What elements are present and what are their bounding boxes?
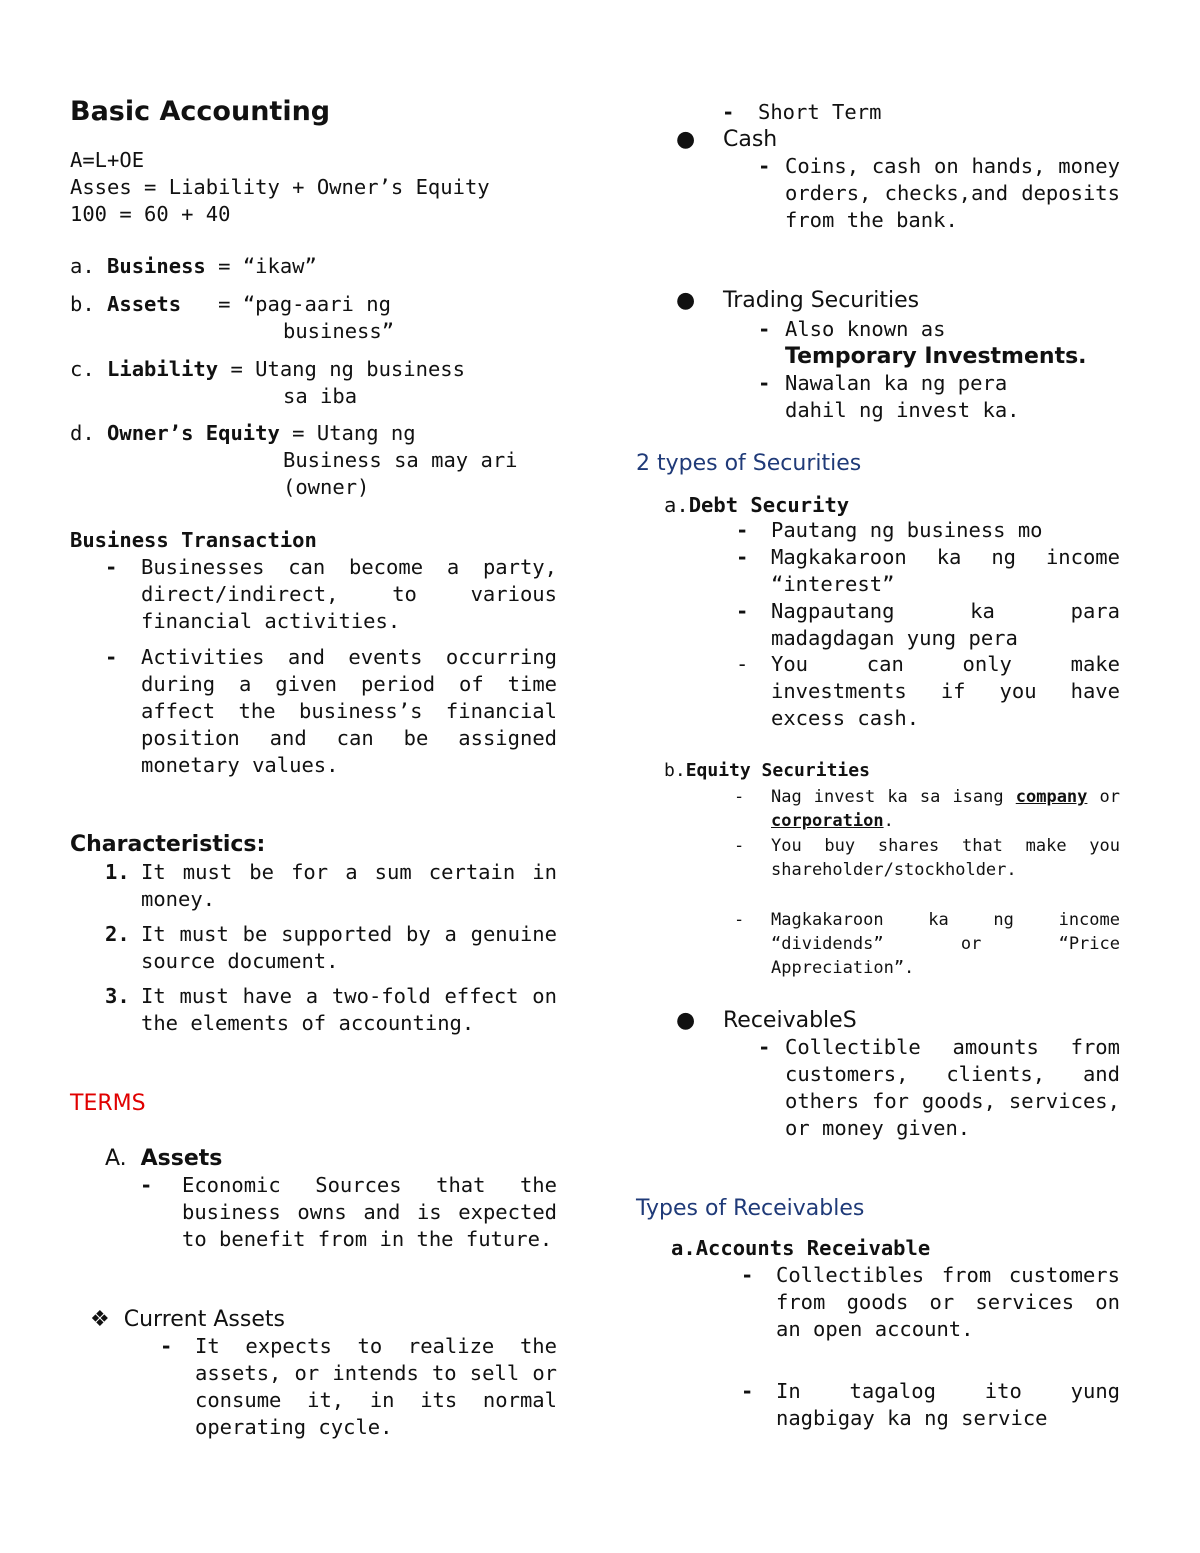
definition-separator: =: [181, 292, 243, 316]
characteristics-heading: Characteristics:: [70, 832, 266, 857]
definition-letter: a.: [70, 254, 95, 278]
list-item: [636, 908, 1120, 980]
section-title: Trading Securities: [723, 288, 920, 313]
list-item-text-plain: .: [883, 811, 894, 831]
item-number: 1.: [105, 860, 130, 884]
list-item: [636, 99, 1120, 126]
section-letter: a.: [664, 493, 689, 517]
dash-bullet: -: [758, 154, 771, 178]
current-assets-heading: [90, 1306, 557, 1333]
section-title: Debt Security: [688, 493, 850, 517]
list-item: [636, 598, 1120, 652]
definition-text: sa iba: [283, 384, 358, 408]
list-item-text: Coins, cash on hands, money orders, checks,and deposits from the bank.: [785, 154, 1120, 232]
definition-text: “ikaw”: [242, 254, 317, 278]
bullet-dot-icon: ●: [676, 1008, 696, 1033]
section-title: Current Assets: [123, 1307, 285, 1332]
formula-line: Asses = Liability + Owner’s Equity: [70, 175, 490, 199]
list-item-text: Nawalan ka ng pera dahil ng invest ka.: [785, 371, 1020, 422]
list-item-text: Collectible amounts from customers, clients, and others for goods, services, or money given.: [785, 1035, 1120, 1140]
definition-assets: [70, 291, 557, 318]
numbered-item-text: It must have a two-fold effect on the elements of accounting.: [141, 984, 557, 1035]
item-number: 2.: [105, 922, 130, 946]
diamond-bullet-icon: ❖: [90, 1307, 110, 1332]
definition-term: Owner’s Equity: [107, 421, 280, 445]
section-letter: b.: [664, 760, 686, 781]
dash-bullet: -: [741, 1263, 754, 1287]
underlined-term: corporation: [771, 811, 884, 831]
dash-bullet: -: [758, 317, 771, 341]
list-item-text: [771, 785, 1120, 833]
accounts-receivable-heading: [671, 1235, 1120, 1262]
definition-text: Utang ng: [316, 421, 416, 445]
list-item-text: Short Term: [758, 100, 882, 124]
definition-text: (owner): [283, 475, 370, 499]
list-item: [636, 316, 1120, 370]
dash-bullet: -: [105, 555, 118, 579]
dash-bullet: -: [736, 652, 749, 676]
list-item-text: You can only make investments if you have excess cash.: [771, 652, 1120, 730]
section-letter: a.: [671, 1236, 696, 1260]
list-item-text: It expects to realize the assets, or intends to sell or consume it, in its normal operating cycle.: [195, 1334, 557, 1439]
list-item-text: Businesses can become a party, direct/indirect, to various financial activities.: [141, 555, 557, 633]
list-item-text: Activities and events occurring during a given period of time affect the business’s financial position and can be assigned monetary values.: [141, 645, 557, 777]
numbered-item: [70, 921, 557, 975]
dash-bullet: -: [140, 1173, 153, 1197]
dash-bullet: -: [736, 545, 749, 569]
list-item-text: Collectibles from customers from goods or services on an open account.: [776, 1263, 1120, 1341]
list-item: [636, 370, 1120, 424]
list-item: [636, 785, 1120, 833]
dash-bullet: -: [741, 1379, 754, 1403]
definition-separator: =: [205, 254, 243, 278]
definition-text: “pag-aari ng: [242, 292, 391, 316]
definition-letter: c.: [70, 357, 95, 381]
section-title: Accounts Receivable: [695, 1236, 931, 1260]
formula-line: A=L+OE: [70, 148, 145, 172]
section-letter: A.: [105, 1146, 127, 1171]
list-item-text: You buy shares that make you shareholder/stockholder.: [771, 836, 1120, 880]
definition-separator: =: [279, 421, 317, 445]
definition-term: Liability: [107, 357, 219, 381]
formula-line: 100 = 60 + 40: [70, 202, 231, 226]
section-title: Equity Securities: [685, 760, 870, 781]
list-item-text: [785, 316, 1120, 370]
section-title: Cash: [723, 127, 778, 152]
list-item-text-plain: or: [1099, 787, 1120, 807]
dash-bullet: -: [758, 371, 771, 395]
debt-security-heading: [664, 492, 1120, 519]
list-item-text-plain: Also known as: [785, 317, 946, 341]
cash-heading: [636, 126, 1120, 153]
numbered-item: [70, 983, 557, 1037]
numbered-item-text: It must be for a sum certain in money.: [141, 860, 557, 911]
numbered-item-text: It must be supported by a genuine source document.: [141, 922, 557, 973]
definition-text: business”: [283, 319, 395, 343]
definition-text: Business sa may ari: [283, 448, 518, 472]
definition-liability: [70, 356, 557, 383]
list-item-text-plain: Nag invest ka sa isang: [771, 787, 1004, 807]
list-item: [70, 1333, 557, 1441]
section-title: Assets: [140, 1146, 223, 1171]
business-transaction-heading: Business Transaction: [70, 528, 317, 552]
list-item: [70, 554, 557, 635]
definition-text: Utang ng business: [255, 357, 465, 381]
list-item: [636, 1262, 1120, 1343]
list-item: [70, 644, 557, 779]
definition-term: Business: [107, 254, 206, 278]
securities-heading: 2 types of Securities: [636, 451, 862, 476]
list-item-text: Magkakaroon ka ng income “dividends” or “Price Appreciation”.: [771, 910, 1120, 978]
underlined-term: company: [1015, 787, 1088, 807]
list-item-text: Magkakaroon ka ng income “interest”: [771, 545, 1120, 596]
list-item-text: In tagalog ito yung nagbigay ka ng service: [776, 1379, 1120, 1430]
item-number: 3.: [105, 984, 130, 1008]
assets-heading: [105, 1145, 557, 1172]
dash-bullet: -: [736, 599, 749, 623]
numbered-item: [70, 859, 557, 913]
dash-bullet: -: [734, 910, 745, 930]
dash-bullet: -: [734, 787, 745, 807]
section-title: ReceivableS: [723, 1008, 857, 1033]
list-item: [636, 517, 1120, 544]
dash-bullet: -: [105, 645, 118, 669]
bullet-dot-icon: ●: [676, 127, 696, 152]
terms-heading: TERMS: [70, 1091, 146, 1116]
list-item-text: Economic Sources that the business owns and is expected to benefit from in the future.: [182, 1173, 557, 1251]
list-item-text: Nagpautang ka para madagdagan yung pera: [771, 599, 1120, 650]
bullet-dot-icon: ●: [676, 288, 696, 313]
receivables-heading: [636, 1007, 1120, 1034]
definition-separator: =: [218, 357, 256, 381]
dash-bullet: -: [758, 1035, 771, 1059]
list-item: [636, 834, 1120, 882]
definition-letter: d.: [70, 421, 95, 445]
dash-bullet: -: [736, 518, 749, 542]
list-item: [636, 1378, 1120, 1432]
definition-letter: b.: [70, 292, 95, 316]
types-of-receivables-heading: Types of Receivables: [636, 1196, 865, 1221]
emphasis-text: Temporary Investments.: [785, 344, 1087, 369]
definition-term: Assets: [107, 292, 182, 316]
list-item: [636, 544, 1120, 598]
list-item-text: Pautang ng business mo: [771, 518, 1043, 542]
dash-bullet: -: [160, 1334, 173, 1358]
page-title: Basic Accounting: [70, 96, 331, 127]
definition-owners-equity: [70, 420, 557, 447]
list-item: [636, 1034, 1120, 1142]
trading-securities-heading: [636, 287, 1120, 314]
dash-bullet: -: [734, 836, 745, 856]
definition-business: [70, 253, 557, 280]
list-item: [636, 153, 1120, 234]
list-item: [70, 1172, 557, 1253]
dash-bullet: -: [722, 100, 735, 124]
equity-securities-heading: [664, 759, 1120, 783]
list-item: [636, 651, 1120, 732]
